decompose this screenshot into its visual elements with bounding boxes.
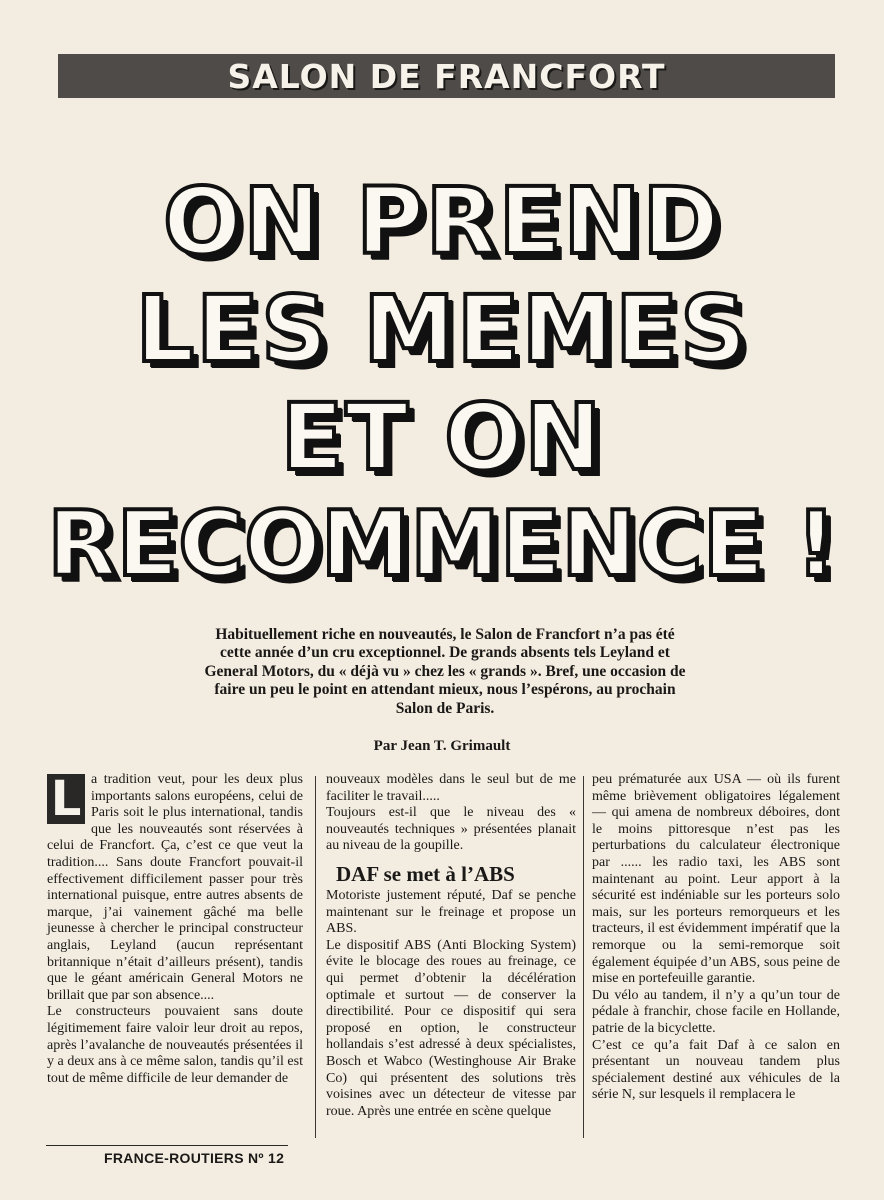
section-banner xyxy=(58,54,835,98)
byline: Par Jean T. Grimault xyxy=(373,738,511,754)
article-paragraph: Le constructeurs pouvaient sans doute légitimement faire valoir leur droit au repos, après l’avalanche de nouveautés présentées il y a deux ans à ce même salon, tandis qu’il est tout de même difficile de leur demander de xyxy=(47,1004,303,1086)
article-paragraph: nouveaux modèles dans le seul but de me faciliter le travail..... xyxy=(326,772,576,804)
article-paragraph: Motoriste justement réputé, Daf se penche maintenant sur le freinage et propose un ABS. xyxy=(326,887,576,937)
paragraph-text: a tradition veut, pour les deux plus importants salons européens, celui de Paris soit le plus international, tandis que les nouveautés sont réservées à celui de Francfort. Ça, c’est ce que veut la tradition.... Sans doute Francfort pouvait-il effectivement difficilement passer pour très international puisque, entre autres absents de marque, j’ai vainement gâché ma belle jeunesse à chercher le principal constructeur anglais, Leyland (aucun représentant britannique n’était d’ailleurs présent), tandis que le géant américain General Motors ne brillait que par son absence.... xyxy=(47,772,303,1003)
page-footer: FRANCE-ROUTIERS Nº 12 xyxy=(104,1150,285,1166)
headline-line-1: ON PREND xyxy=(163,168,721,275)
column-divider xyxy=(315,776,316,1138)
column-divider xyxy=(583,776,584,1138)
footer-rule xyxy=(46,1145,288,1146)
article-paragraph xyxy=(47,772,303,1004)
article-column-1 xyxy=(47,772,303,1087)
article-paragraph: C’est ce qu’a fait Daf à ce salon en présentant un nouveau tandem plus spécialement destiné aux véhicules de la série N, sur lesquels il remplacera le xyxy=(592,1037,840,1103)
article-paragraph: Du vélo au tandem, il n’y a qu’un tour de pédale à franchir, chose facile en Hollande, patrie de la bicyclette. xyxy=(592,987,840,1036)
article-paragraph: Le dispositif ABS (Anti Blocking System) évite le blocage des roues au freinage, ce qui permet d’obtenir la décélération optimale et surtout — de conserver la directibilité. Pour ce dispositif qui sera proposé en option, le constructeur hollandais s’est adressé à deux spécialistes, Bosch et Wabco (Westinghouse Air Brake Co) qui présentent des solutions très voisines avec un détecteur de vitesse par roue. Après une entrée en scène quelque xyxy=(326,937,576,1119)
headline-line-2: LES MEMES xyxy=(135,276,749,383)
standfirst: Habituellement riche en nouveautés, le Salon de Francfort n’a pas été cette année d’un cru exceptionnel. De grands absents tels Leyland et General Motors, du « déjà vu » chez les « grands ». Bref, une occasion de faire un peu le point en attendant mieux, nous l’espérons, au prochain Salon de Paris. xyxy=(204,626,686,717)
section-banner-title: SALON DE FRANCFORT xyxy=(227,56,666,96)
section-subhead: DAF se met à l’ABS xyxy=(336,861,515,886)
article-paragraph: Toujours est-il que le niveau des « nouveautés techniques » présentées planait au niveau de la goupille. xyxy=(326,805,576,854)
drop-cap: L xyxy=(47,774,85,824)
article-column-3 xyxy=(592,772,840,1104)
article-column-2 xyxy=(326,772,576,1120)
headline-line-4: RECOMMENCE ! xyxy=(47,492,837,597)
article-paragraph: peu prématurée aux USA — où ils furent même brièvement obligatoires légalement — qui amena de nombreux déboires, dont le moins pittoresque n’est pas les perturbations du calculateur électronique par ...... les radio taxi, les ABS sont maintenant au point. Leur apport à la sécurité est indéniable sur les porteurs solo mais, sur les porteurs remorqueurs et les tracteurs, il est évidemment impératif que la remorque ou la semi-remorque soit également équipée d’un ABS, sous peine de mise en portefeuille garantie. xyxy=(592,772,840,987)
headline xyxy=(0,168,884,608)
headline-line-3: ET ON xyxy=(280,384,604,491)
